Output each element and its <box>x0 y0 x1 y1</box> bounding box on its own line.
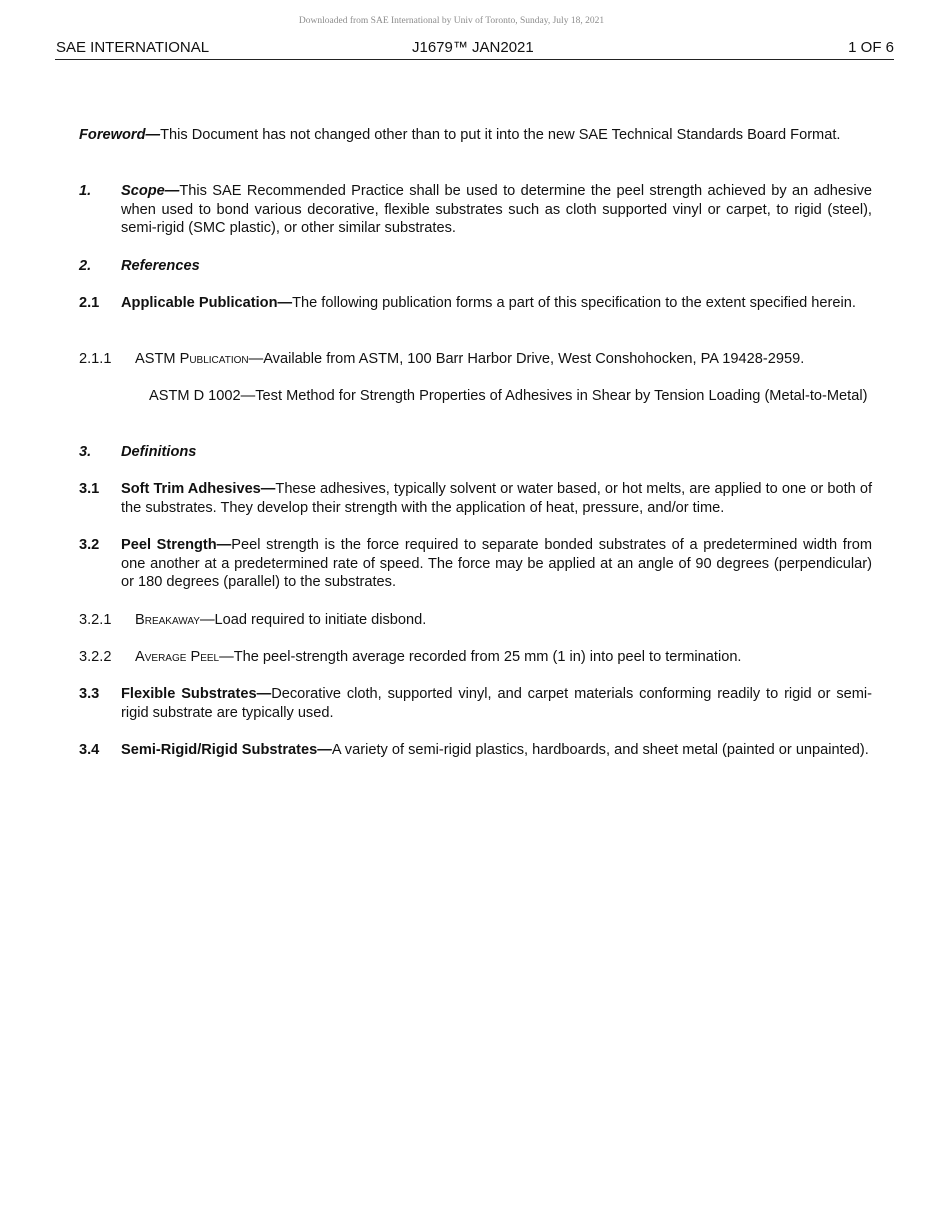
section-text: This SAE Recommended Practice shall be used to determine the peel strength achieved by an adhesive when used to bond various decorative, flexible substrates such as cloth supported vinyl or carpet, to rigid (steel), semi-rigid (SMC plastic), or other similar substrates. <box>121 183 872 237</box>
foreword-text: This Document has not changed other than to put it into the new SAE Technical Standards Board Format. <box>160 127 841 143</box>
section-astm-publication <box>79 350 872 369</box>
section-number: 3.2.1 <box>79 612 112 628</box>
section-number: 3.2.2 <box>79 649 112 665</box>
section-title: Applicable Publication— <box>121 295 293 311</box>
section-title: Soft Trim Adhesives— <box>121 481 276 497</box>
section-number: 3. <box>79 444 92 460</box>
section-breakaway <box>79 611 872 630</box>
section-text: The following publication forms a part of this specification to the extent specified herein. <box>292 295 856 311</box>
download-watermark: Downloaded from SAE International by Univ of Toronto, Sunday, July 18, 2021 <box>298 16 605 26</box>
section-text: —Load required to initiate disbond. <box>199 612 427 628</box>
section-average-peel <box>79 648 872 667</box>
section-title-lead: P <box>190 649 201 665</box>
section-text: Peel strength is the force required to separate bonded substrates of a predetermined width from one another at a predetermined rate of speed. The force may be applied at an angle of 90 degrees (perpendicular) or 180 degrees (parallel) to the substrates. <box>121 537 872 591</box>
section-text: These adhesives, typically solvent or water based, or hot melts, are applied to one or both of the substrates. They develop their strength with the application of heat, pressure, and/or time. <box>121 481 872 516</box>
reference-astm-d1002 <box>79 387 950 406</box>
foreword-title: Foreword— <box>79 127 161 143</box>
section-text: A variety of semi-rigid plastics, hardboards, and sheet metal (painted or unpainted). <box>331 742 869 758</box>
header-page-number: 1 OF 6 <box>848 39 894 56</box>
section-scope <box>79 182 872 238</box>
section-number: 3.4 <box>79 742 100 758</box>
header-org: SAE INTERNATIONAL <box>56 39 210 56</box>
section-title-lead: ASTM P <box>135 351 190 367</box>
section-title: Flexible Substrates— <box>121 686 272 702</box>
section-semi-rigid-substrates <box>79 741 872 760</box>
section-references <box>79 257 872 276</box>
section-title-smallcaps: verage <box>144 649 191 665</box>
section-number: 3.2 <box>79 537 100 553</box>
section-title: References <box>121 258 200 274</box>
section-title-lead: A <box>135 649 145 665</box>
foreword-paragraph <box>79 126 886 145</box>
section-title: Semi-Rigid/Rigid Substrates— <box>121 742 332 758</box>
section-definitions <box>79 443 872 462</box>
section-number: 2. <box>79 258 92 274</box>
section-title-lead: B <box>135 612 145 628</box>
section-title: Definitions <box>121 444 197 460</box>
section-number: 1. <box>79 183 92 199</box>
section-soft-trim-adhesives <box>79 480 872 517</box>
section-number: 2.1.1 <box>79 351 112 367</box>
section-title: Scope— <box>121 183 180 199</box>
header-doc-id: J1679™ JAN2021 <box>412 39 534 56</box>
section-text: Decorative cloth, supported vinyl, and carpet materials conforming readily to rigid or semi-rigid substrate are typically used. <box>121 686 873 721</box>
section-title-smallcaps: eel <box>200 649 220 665</box>
section-text: —The peel-strength average recorded from 25 mm (1 in) into peel to termination. <box>219 649 742 665</box>
section-number: 2.1 <box>79 295 100 311</box>
section-title-smallcaps: ublication <box>189 351 249 367</box>
reference-text: ASTM D 1002—Test Method for Strength Properties of Adhesives in Shear by Tension Loading (Metal-to-Metal) <box>149 388 868 404</box>
section-text: —Available from ASTM, 100 Barr Harbor Drive, West Conshohocken, PA 19428-2959. <box>248 351 805 367</box>
section-number: 3.1 <box>79 481 100 497</box>
section-applicable-publication <box>79 294 872 313</box>
section-number: 3.3 <box>79 686 100 702</box>
section-flexible-substrates <box>79 685 872 722</box>
section-title-smallcaps: reakaway <box>144 612 200 628</box>
section-peel-strength <box>79 536 872 592</box>
page-header <box>55 38 894 60</box>
section-title: Peel Strength— <box>121 537 232 553</box>
